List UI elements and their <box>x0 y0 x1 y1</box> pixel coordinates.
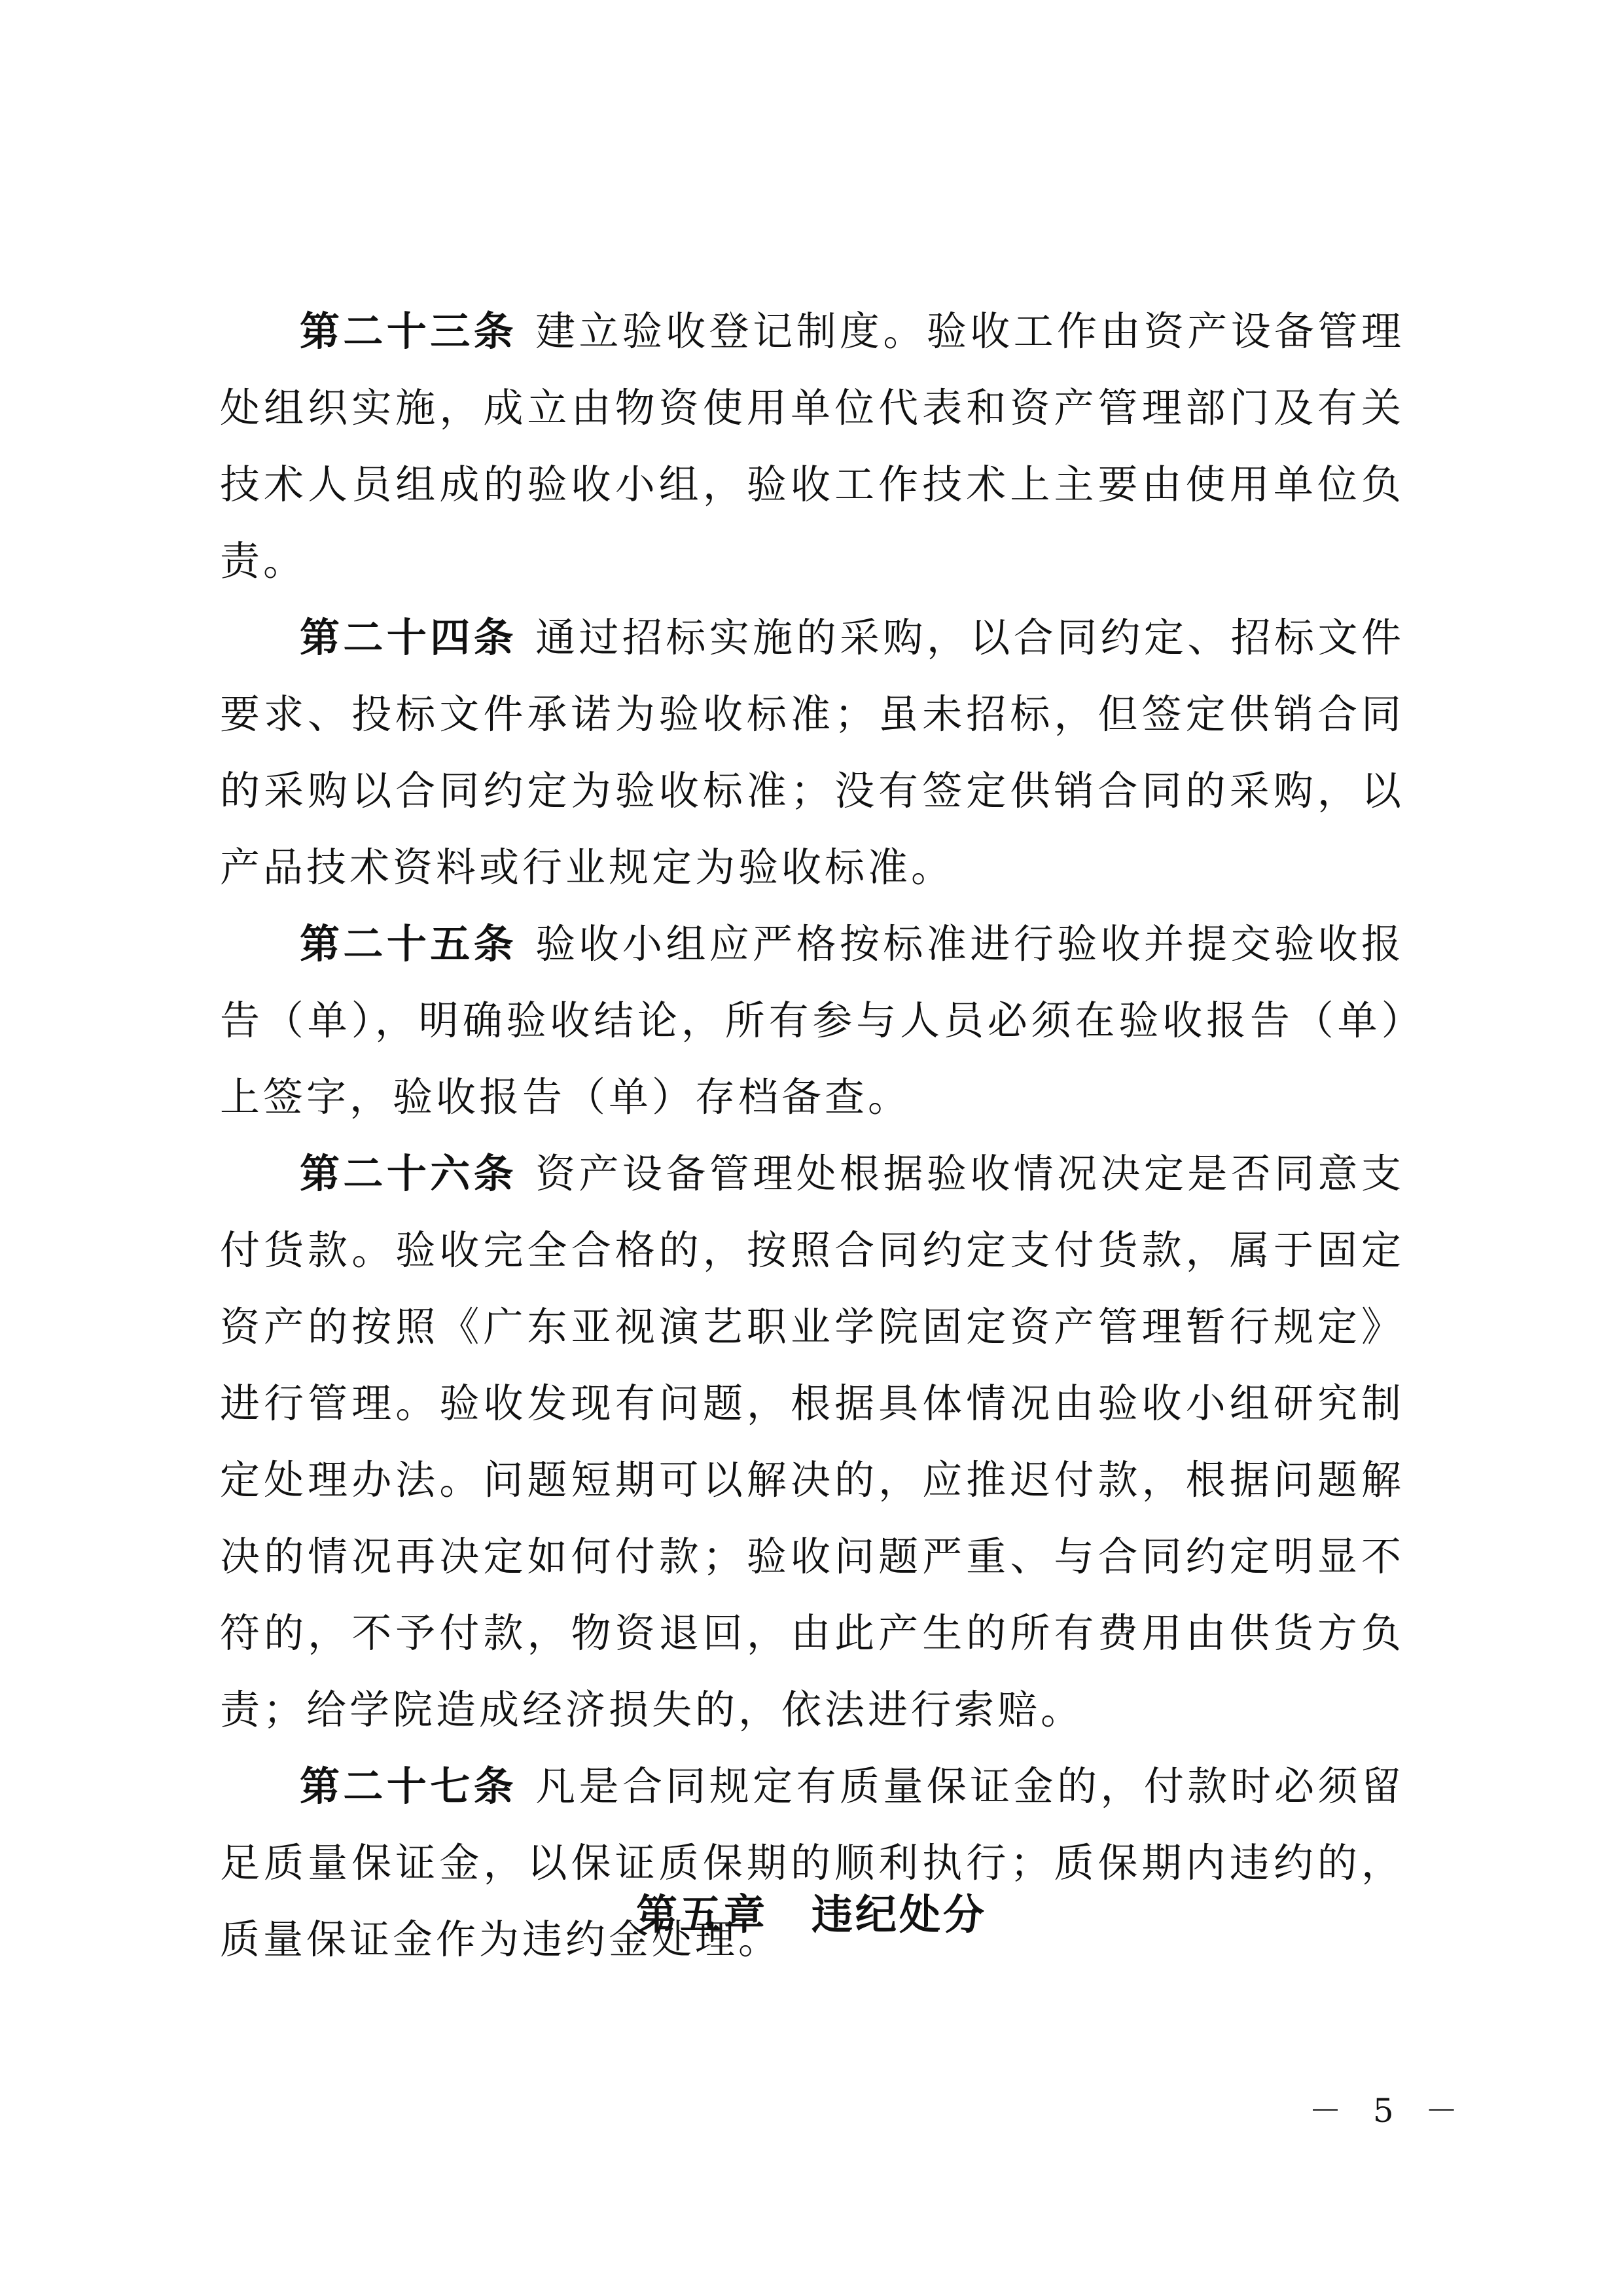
article-text: 资产设备管理处根据验收情况决定是否同意支付货款。验收完全合格的，按照合同约定支付货款，属于固定资产的按照《广东亚视演艺职业学院固定资产管理暂行规定》进行管理。验收发现有问题，根据具体情况由验收小组研究制定处理办法。问题短期可以解决的，应推迟付款，根据问题解决的情况再决定如何付款；验收问题严重、与合同约定明显不符的，不予付款，物资退回，由此产生的所有费用由供货方负责；给学院造成经济损失的，依法进行索赔。 <box>220 1151 1404 1733</box>
article-25 <box>220 906 1404 1136</box>
document-body <box>220 293 1404 1978</box>
article-text: 验收小组应严格按标准进行验收并提交验收报告（单），明确验收结论，所有参与人员必须在验收报告（单）上签字，验收报告（单）存档备查。 <box>220 921 1404 1121</box>
article-26 <box>220 1136 1404 1748</box>
chapter-title: 第五章 违纪处分 <box>636 1891 987 1939</box>
page-number: － 5 － <box>1309 2092 1469 2130</box>
article-text: 凡是合同规定有质量保证金的，付款时必须留足质量保证金，以保证质保期的顺利执行；质保期内违约的，质量保证金作为违约金处理。 <box>220 1763 1404 1963</box>
article-number: 第二十三条 <box>300 308 518 355</box>
article-text: 建立验收登记制度。验收工作由资产设备管理处组织实施，成立由物资使用单位代表和资产管理部门及有关技术人员组成的验收小组，验收工作技术上主要由使用单位负责。 <box>220 308 1404 584</box>
article-text: 通过招标实施的采购，以合同约定、招标文件要求、投标文件承诺为验收标准；虽未招标，但签定供销合同的采购以合同约定为验收标准；没有签定供销合同的采购，以产品技术资料或行业规定为验收标准。 <box>220 615 1404 891</box>
article-23 <box>220 293 1404 600</box>
article-24 <box>220 600 1404 906</box>
article-number: 第二十五条 <box>300 921 518 967</box>
article-number: 第二十四条 <box>300 615 518 661</box>
article-27 <box>220 1748 1404 1978</box>
article-number: 第二十七条 <box>300 1763 518 1810</box>
article-number: 第二十六条 <box>300 1151 518 1197</box>
